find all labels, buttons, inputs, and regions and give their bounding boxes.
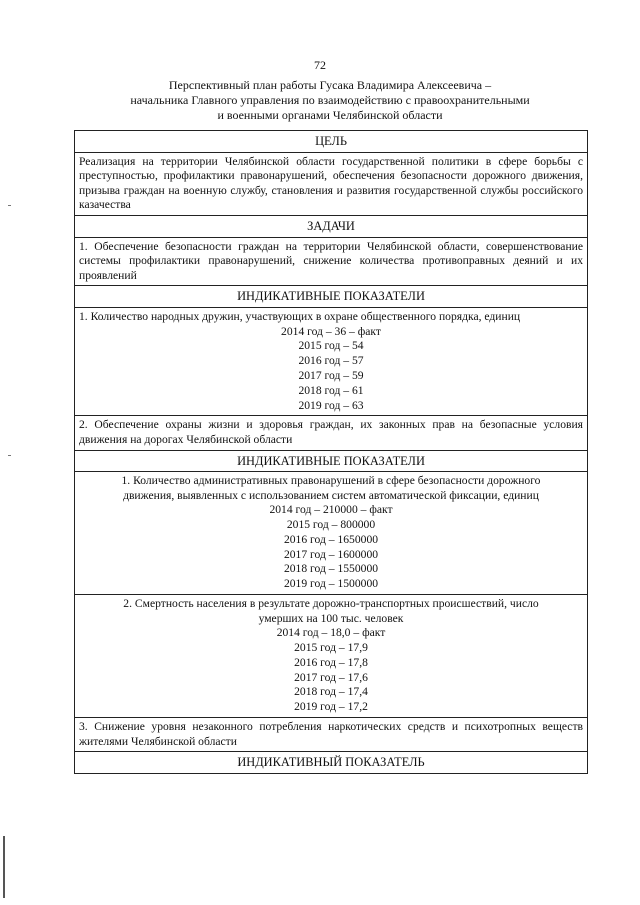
indicator-2-year-2015: 2015 год – 800000 <box>286 518 376 532</box>
title-line-3: и военными органами Челябинской области <box>217 108 443 122</box>
goal-text: Реализация на территории Челябинской области государственной политики в сфере борьбы с преступностью, профилактики правонарушений, обеспечения безопасности дорожного движения, призыва граждан на военную службу, становления и развития государственной службы российского казачества <box>75 152 588 215</box>
indicator-3-year-2019: 2019 год – 17,2 <box>294 700 368 714</box>
indicator-3-years <box>79 626 583 715</box>
indicator-1-year-2017: 2017 год – 59 <box>298 368 364 382</box>
indicator-1-year-2018: 2018 год – 61 <box>298 383 364 397</box>
indicator-1-year-2015: 2015 год – 54 <box>298 339 364 353</box>
document-title <box>80 78 580 123</box>
page-number: 72 <box>314 58 326 72</box>
indicator-3-label <box>79 597 583 626</box>
indicator-2-label-line-2: движения, выявленных с использованием систем автоматической фиксации, единиц <box>123 488 539 502</box>
title-line-1: Перспективный план работы Гусака Владимира Алексеевича – <box>168 78 492 92</box>
indicators-header-1: ИНДИКАТИВНЫЕ ПОКАЗАТЕЛИ <box>75 286 588 308</box>
indicators-header-2: ИНДИКАТИВНЫЕ ПОКАЗАТЕЛИ <box>75 450 588 472</box>
scan-edge-mark <box>3 836 5 898</box>
indicator-2-year-2018: 2018 год – 1550000 <box>283 562 379 576</box>
indicator-3-cell <box>75 595 588 718</box>
indicator-3-year-2016: 2016 год – 17,8 <box>294 655 368 669</box>
indicator-2-year-2016: 2016 год – 1650000 <box>283 532 379 546</box>
indicator-1-year-2016: 2016 год – 57 <box>298 354 364 368</box>
scan-tick-mark <box>8 455 11 456</box>
title-line-2: начальника Главного управления по взаимодействию с правоохранительными <box>130 93 530 107</box>
indicator-2-years <box>79 503 583 592</box>
goal-header: ЦЕЛЬ <box>75 131 588 153</box>
indicator-2-year-2014: 2014 год – 210000 – факт <box>269 503 393 517</box>
indicator-2-year-2017: 2017 год – 1600000 <box>283 547 379 561</box>
plan-table <box>74 130 588 774</box>
indicator-3-year-2015: 2015 год – 17,9 <box>294 641 368 655</box>
task-2: 2. Обеспечение охраны жизни и здоровья граждан, их законных прав на безопасные условия движения на дорогах Челябинской области <box>75 416 588 450</box>
indicator-3-label-line-2: умерших на 100 тыс. человек <box>258 611 404 625</box>
indicator-1-cell <box>75 307 588 415</box>
task-3: 3. Снижение уровня незаконного потребления наркотических средств и психотропных веществ жителями Челябинской области <box>75 718 588 752</box>
indicator-1-years <box>79 325 583 414</box>
indicator-2-year-2019: 2019 год – 1500000 <box>283 577 379 591</box>
indicator-1-label: 1. Количество народных дружин, участвующих в охране общественного порядка, единиц <box>79 309 521 323</box>
indicator-3-year-2017: 2017 год – 17,6 <box>294 670 368 684</box>
scan-tick-mark <box>8 205 11 206</box>
tasks-header: ЗАДАЧИ <box>75 215 588 237</box>
indicator-2-label-line-1: 1. Количество административных правонарушений в сфере безопасности дорожного <box>121 474 541 488</box>
indicator-header-3: ИНДИКАТИВНЫЙ ПОКАЗАТЕЛЬ <box>75 752 588 774</box>
indicator-3-year-2014: 2014 год – 18,0 – факт <box>276 626 386 640</box>
indicator-2-cell <box>75 472 588 595</box>
task-1: 1. Обеспечение безопасности граждан на территории Челябинской области, совершенствование системы профилактики правонарушений, снижение количества противоправных деяний и их проявлений <box>75 237 588 286</box>
indicator-1-year-2014: 2014 год – 36 – факт <box>281 324 381 338</box>
indicator-3-year-2018: 2018 год – 17,4 <box>294 685 368 699</box>
indicator-2-label <box>79 474 583 503</box>
indicator-1-year-2019: 2019 год – 63 <box>298 398 364 412</box>
indicator-3-label-line-1: 2. Смертность населения в результате дорожно-транспортных происшествий, число <box>123 597 539 611</box>
